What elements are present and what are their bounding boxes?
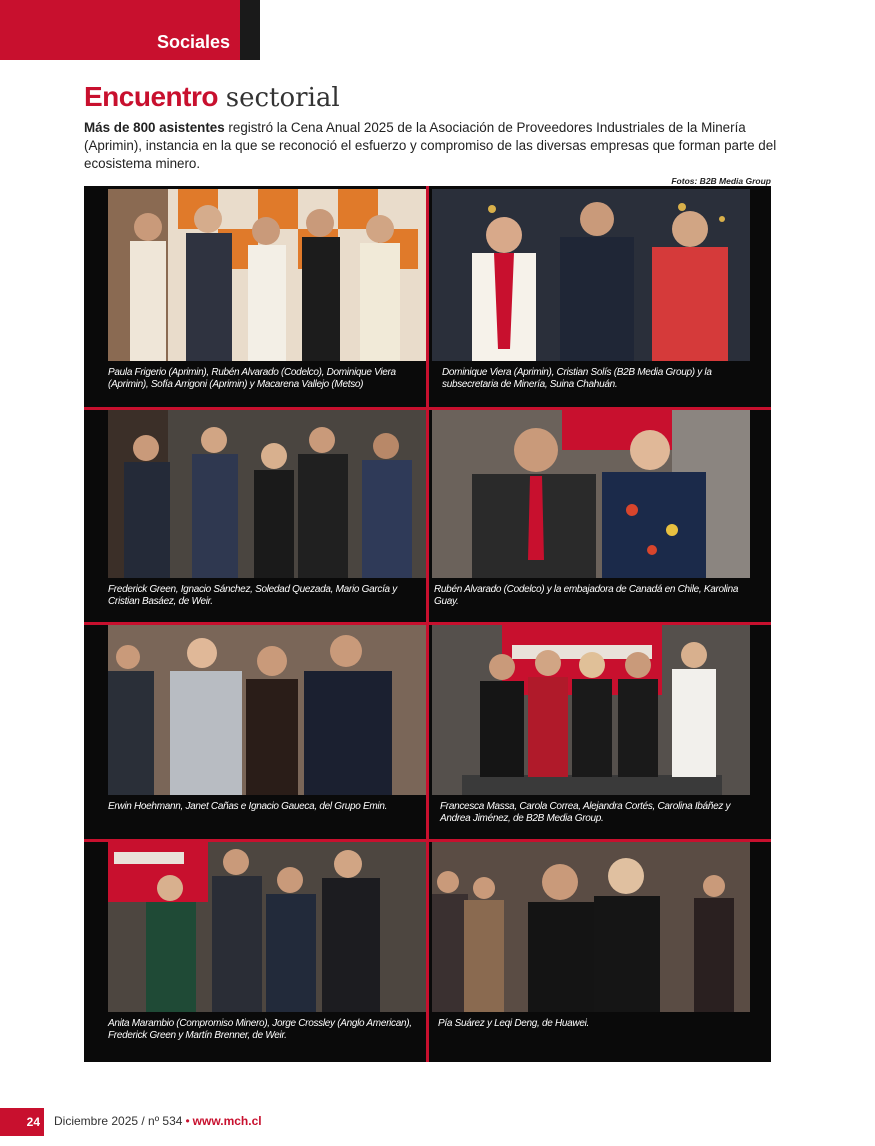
photo-cell-4 [429, 410, 771, 622]
photo-caption-5: Erwin Hoehmann, Janet Cañas e Ignacio Gaueca, del Grupo Emin. [108, 801, 388, 812]
event-photo-8 [432, 842, 750, 1012]
photo-caption-3: Frederick Green, Ignacio Sánchez, Soledad Quezada, Mario García y Cristian Basáez, de Weir. [108, 584, 397, 607]
photo-caption-8: Pía Suárez y Leqi Deng, de Huawei. [438, 1018, 590, 1029]
photo-credit: Fotos: B2B Media Group [671, 176, 771, 186]
section-label: Sociales [156, 32, 230, 52]
photo-cell-2 [429, 186, 771, 407]
event-photo-2 [432, 189, 750, 361]
intro-paragraph [84, 119, 784, 173]
event-photo-6 [432, 625, 750, 795]
intro-lead: Más de 800 asistentes [84, 120, 225, 135]
photo-caption-7: Anita Marambio (Compromiso Minero), Jorge Crossley (Anglo American), Frederick Green y Martín Brenner, de Weir. [108, 1018, 412, 1041]
photo-cell-1 [84, 186, 426, 407]
title-bold: Encuentro [84, 81, 218, 112]
photo-grid [84, 186, 771, 1062]
photo-caption-4: Rubén Alvarado (Codelco) y la embajadora de Canadá en Chile, Karolina Guay. [434, 584, 739, 607]
intro-text: registró la Cena Anual 2025 de la Asociación de Proveedores Industriales de la Minería (Aprimin), instancia en la que se reconoció el esfuerzo y compromiso de las diversas empresas que forman parte del ecosistema minero. [84, 120, 777, 171]
issue-text: Diciembre 2025 / nº 534 [54, 1114, 183, 1128]
footer-issue-line [54, 1114, 262, 1128]
photo-cell-7 [84, 842, 426, 1062]
section-tab [0, 0, 240, 60]
photo-caption-6: Francesca Massa, Carola Correa, Alejandra Cortés, Carolina Ibáñez y Andrea Jiménez, de B2B Media Group. [440, 801, 731, 824]
event-photo-1 [108, 189, 426, 361]
vertical-divider [426, 186, 429, 1062]
page-number: 24 [26, 1115, 40, 1129]
photo-cell-8 [429, 842, 771, 1062]
section-tab-accent [240, 0, 260, 60]
photo-cell-5 [84, 625, 426, 839]
page-number-badge [0, 1108, 44, 1136]
site-link[interactable]: www.mch.cl [192, 1114, 262, 1128]
title-light: sectorial [225, 83, 340, 113]
event-photo-3 [108, 410, 426, 578]
footer-separator: • [185, 1114, 190, 1128]
event-photo-4 [432, 410, 750, 578]
photo-caption-2: Dominique Viera (Aprimin), Cristian Solís (B2B Media Group) y la subsecretaria de Minería, Suina Chahuán. [442, 367, 712, 390]
event-photo-5 [108, 625, 426, 795]
page-title [84, 80, 340, 115]
photo-cell-3 [84, 410, 426, 622]
photo-cell-6 [429, 625, 771, 839]
photo-caption-1: Paula Frigerio (Aprimin), Rubén Alvarado (Codelco), Dominique Viera (Aprimin), Sofía Arrigoni (Aprimin) y Macarena Vallejo (Metso) [108, 367, 396, 390]
event-photo-7 [108, 842, 426, 1012]
